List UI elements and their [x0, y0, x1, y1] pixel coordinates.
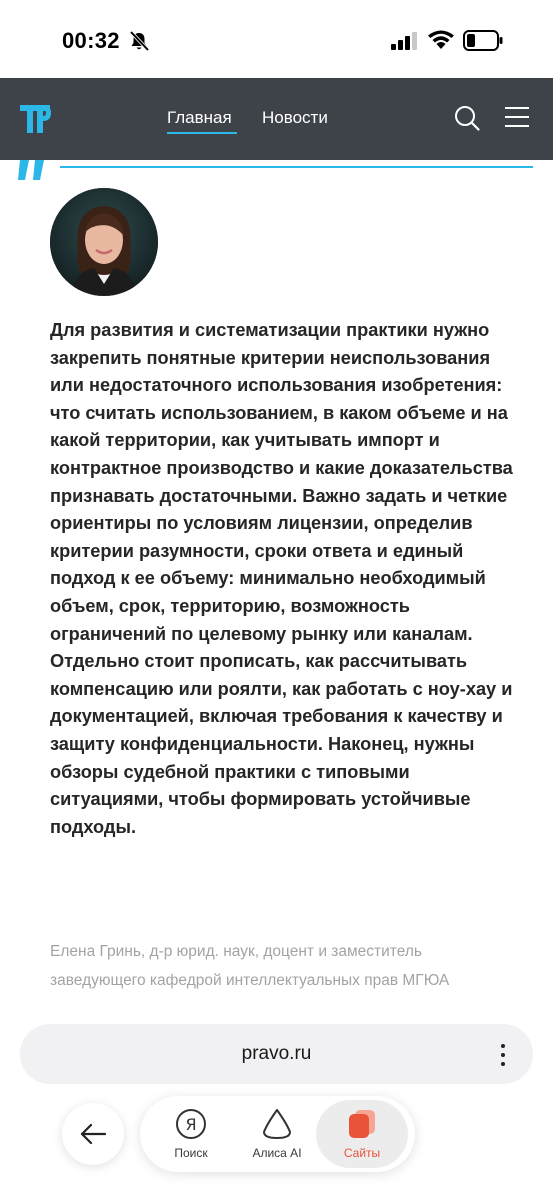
status-bar	[0, 0, 553, 78]
browser-tab-bar	[140, 1096, 415, 1172]
sites-icon	[346, 1108, 378, 1140]
quote-text: Для развития и систематизации практики нужно закрепить понятные критерии неиспользования или недостаточного использования изобретения: что считать использованием, в каком объеме и на какой территории, как учитывать импорт и контрактное производство и какие доказательства признавать достаточными. Важно задать и четкие ориентиры по условиям лицензии, определив критерии разумности, сроки ответа и единый подход к ее объему: минимально необходимый объем, срок, территорию, возможность ограничений по целевому рынку или каналам. Отдельно стоит прописать, как рассчитывать компенсацию или роялти, как работать с ноу-хау и документацией, включая требования к качеству и защиту конфиденциальности. Наконец, нужны обзоры судебной практики с типовыми ситуациями, чтобы формировать устойчивые подходы.	[50, 320, 513, 837]
svg-text:Я: Я	[185, 1115, 197, 1134]
status-time: 00:32	[62, 28, 120, 53]
nav-active-underline	[167, 132, 237, 134]
wifi-icon	[427, 29, 455, 51]
address-bar[interactable]	[20, 1024, 533, 1084]
back-button[interactable]	[62, 1103, 124, 1165]
quote-divider	[60, 166, 533, 168]
site-header	[0, 78, 553, 160]
author-avatar	[50, 188, 158, 296]
quote-author: Елена Гринь, д-р юрид. наук, доцент и заместитель заведующего кафедрой интеллектуальных прав МГЮА	[50, 943, 450, 989]
yandex-search-icon	[175, 1108, 207, 1140]
tab-search[interactable]	[145, 1096, 237, 1172]
tab-sites[interactable]	[316, 1100, 408, 1168]
more-options-icon[interactable]	[496, 1041, 510, 1067]
alice-icon	[261, 1108, 293, 1140]
signal-icon	[391, 32, 419, 50]
nav-home-link[interactable]: Главная	[167, 108, 232, 127]
bell-off-icon	[128, 30, 150, 52]
tab-sites-label: Сайты	[343, 1146, 381, 1160]
address-text[interactable]: pravo.ru	[241, 1043, 312, 1064]
pravo-logo-icon[interactable]	[18, 102, 52, 136]
tab-alice[interactable]	[231, 1096, 323, 1172]
tab-alice-label: Алиса AI	[252, 1146, 302, 1160]
battery-icon	[463, 30, 503, 51]
search-icon[interactable]	[454, 105, 480, 131]
arrow-left-icon	[79, 1122, 107, 1146]
quote-mark-icon	[18, 160, 50, 180]
tab-search-label: Поиск	[174, 1146, 208, 1160]
nav-news-link[interactable]: Новости	[262, 108, 328, 127]
menu-icon[interactable]	[505, 106, 529, 128]
